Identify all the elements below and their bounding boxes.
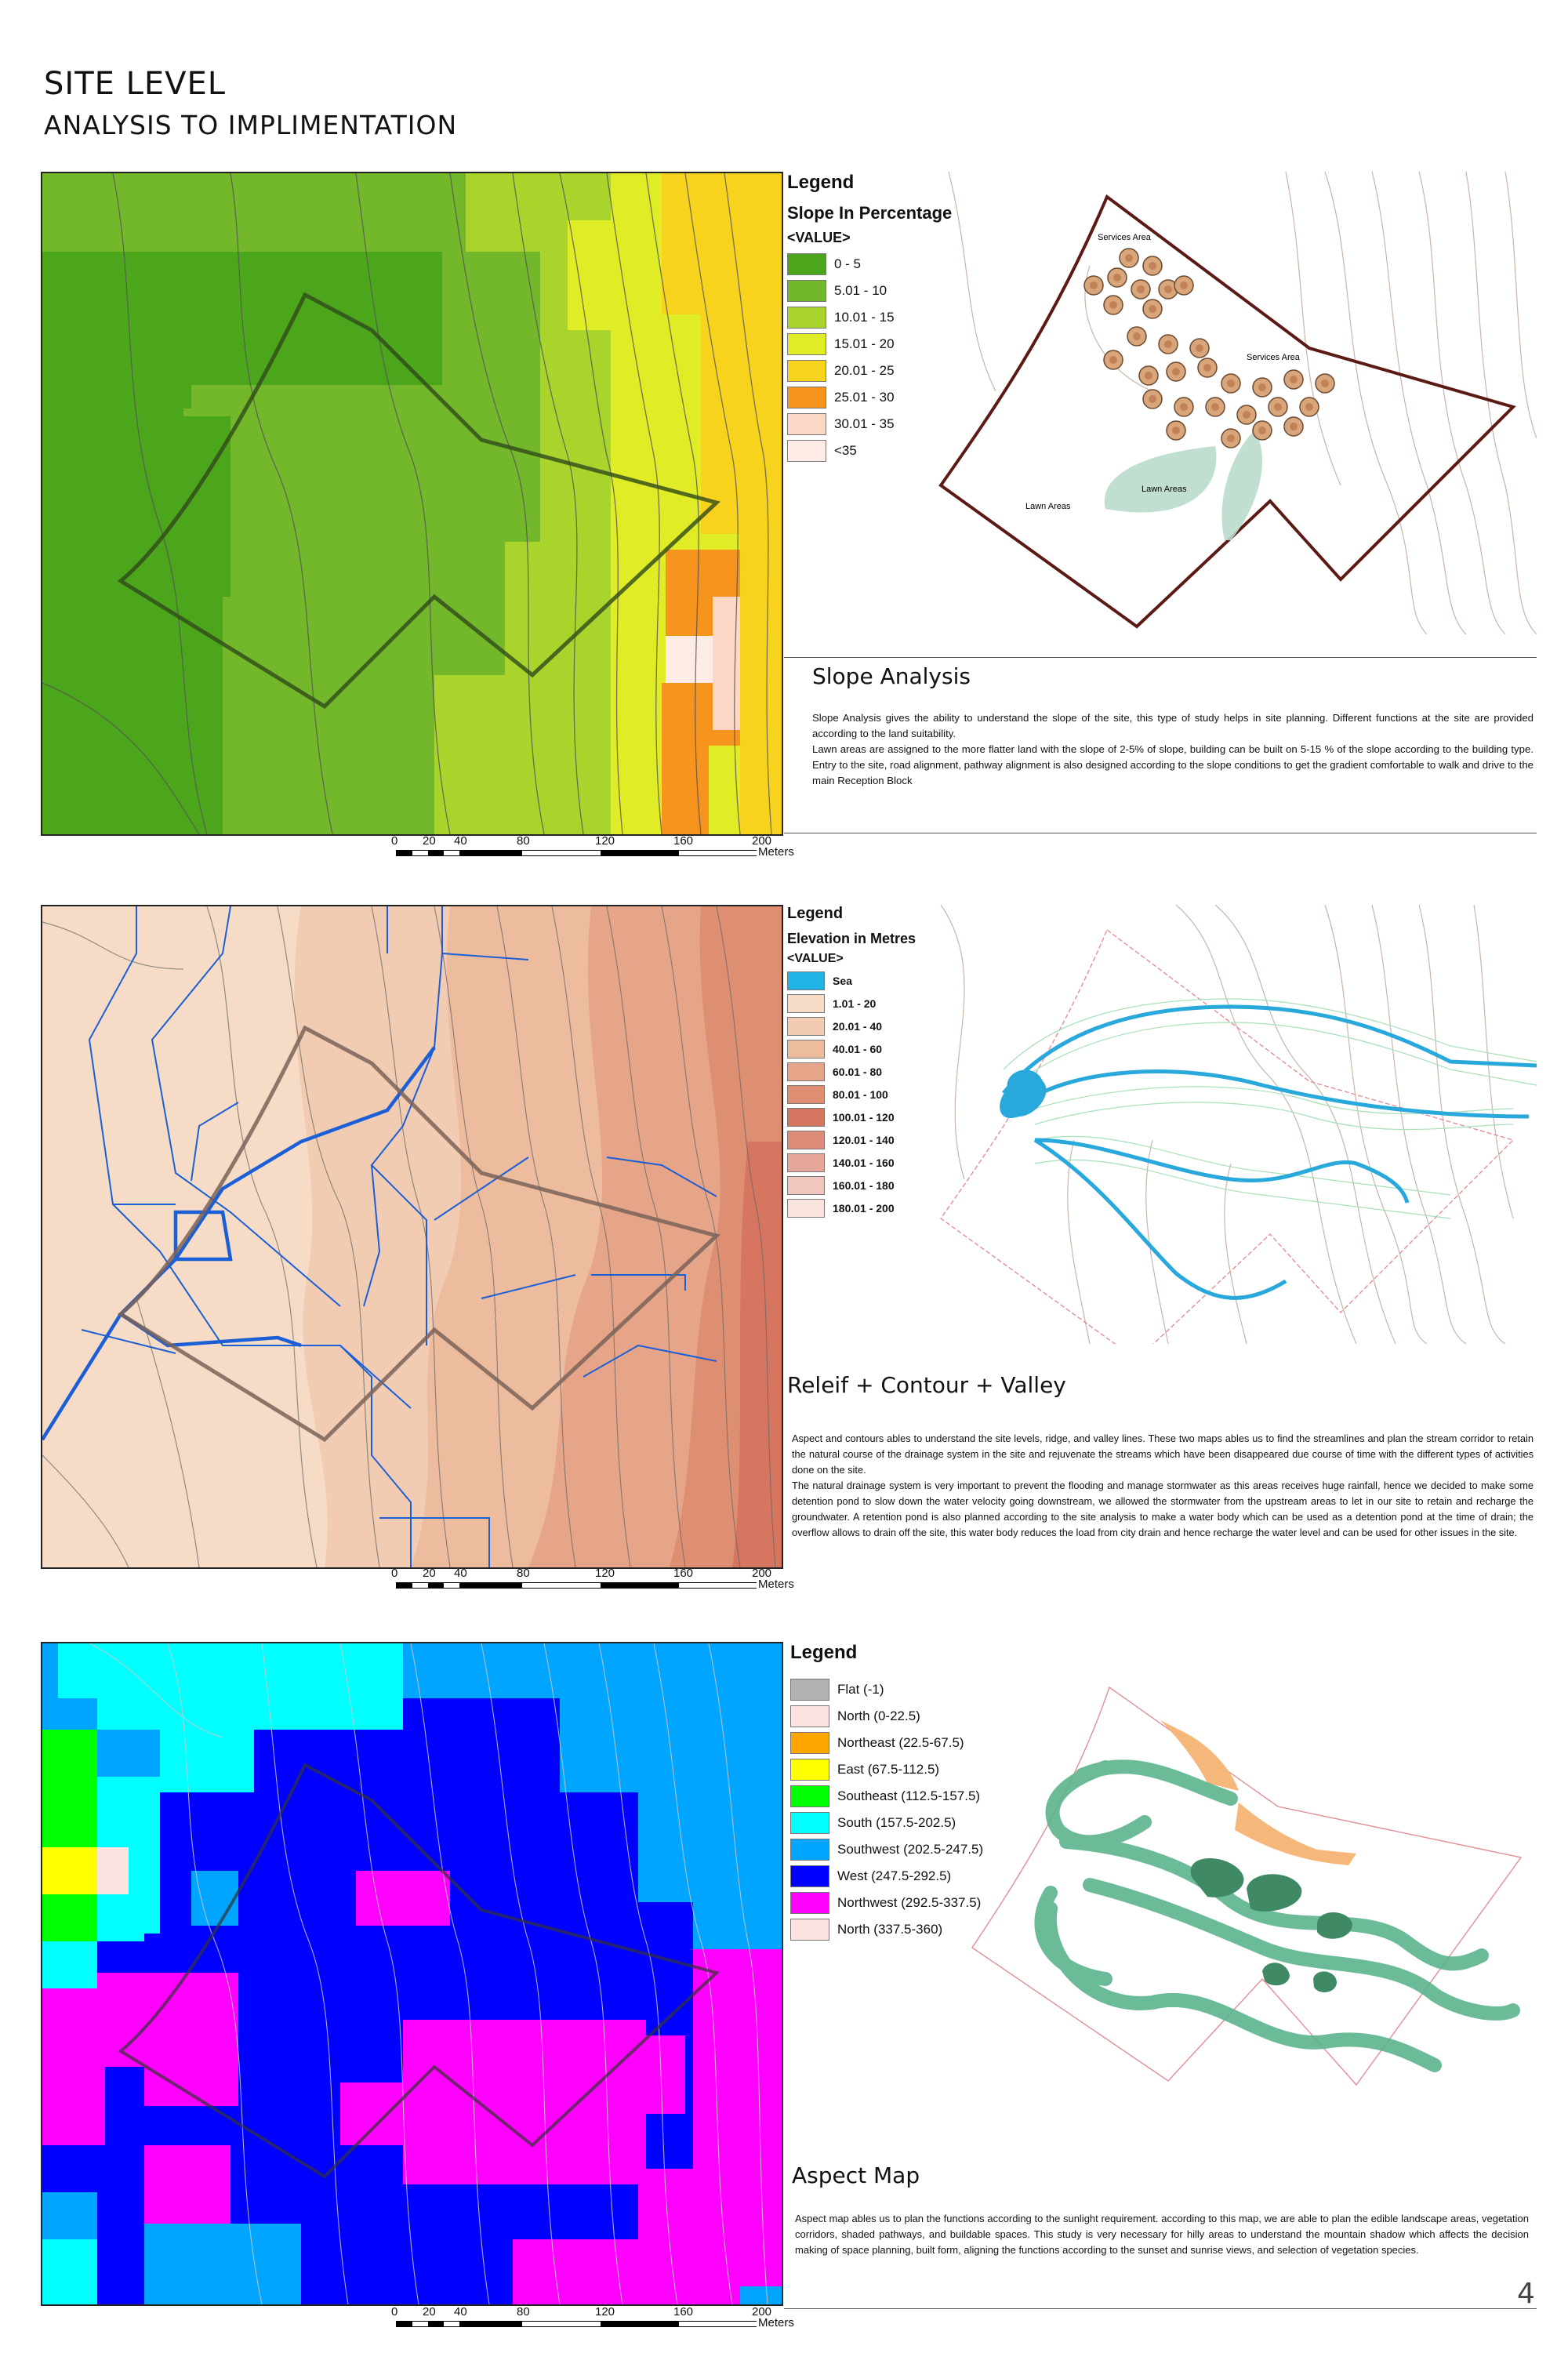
legend-swatch: [787, 1017, 825, 1036]
tree-icon: [1104, 296, 1123, 314]
legend-label: 60.01 - 80: [833, 1065, 883, 1078]
legend-label: 140.01 - 160: [833, 1156, 895, 1169]
legend-label: 25.01 - 30: [834, 390, 895, 405]
tree-icon: [1316, 374, 1334, 393]
scale-segment: [444, 851, 459, 855]
scale-bar-graphic: [396, 850, 757, 856]
section-divider: [784, 2308, 1537, 2309]
legend-swatch: [787, 253, 826, 275]
legend-swatch: [790, 1679, 829, 1701]
legend-label: West (247.5-292.5): [837, 1868, 952, 1883]
scale-tick-label: 160: [673, 834, 694, 848]
section-divider: [784, 657, 1537, 658]
scale-tick-label: 0: [391, 834, 398, 848]
scale-tick-label: 0: [391, 1567, 398, 1580]
legend-swatch: [787, 307, 826, 329]
legend-swatch: [787, 413, 826, 435]
legend-label: Southeast (112.5-157.5): [837, 1788, 981, 1803]
scale-tick-label: 160: [673, 1567, 694, 1580]
legend-swatch: [790, 1892, 829, 1914]
scale-segment: [601, 2322, 679, 2326]
legend-label: Northwest (292.5-337.5): [837, 1895, 982, 1910]
scale-unit: Meters: [758, 845, 794, 859]
legend-label: 20.01 - 25: [834, 363, 895, 378]
scale-bar-graphic: [396, 2321, 757, 2327]
scale-segment: [601, 851, 679, 855]
aspect-map-text: Aspect map ables us to plan the functions according to the sunlight requirement. according to this map, we are able to plan the edible landscape areas, vegetation corridors, shaded pathways, and buildable spaces. This study is very necessary for hilly areas to understand the mountain shadow which affects the decision making of space planning, built form, aligning the functions according to the sunset and sunrise views, and selection of vegetation species.: [795, 2213, 1529, 2256]
scale-tick-label: 20: [423, 2305, 436, 2319]
legend-label: 80.01 - 100: [833, 1088, 888, 1101]
legend-label: 0 - 5: [834, 256, 862, 271]
legend-swatch: [787, 1108, 825, 1127]
legend-swatch: [787, 994, 825, 1013]
aspect-site-plan: [949, 1673, 1537, 2097]
legend-swatch: [790, 1759, 829, 1781]
scale-segment: [397, 851, 412, 855]
legend-swatch: [787, 1131, 825, 1149]
scale-segment: [459, 851, 522, 855]
relief-text: Aspect and contours ables to understand the site levels, ridge, and valley lines. These two maps ables us to find the streamlines and plan the stream corridor to retain the natural course of the drainage system in the site and rejuvenate the streams which have been disappeared due course of time with the different types of activities done on the site. The natural drainage system is very important to prevent the flooding and manage stormwater as this areas receives huge rainfall, hence we decided to make some detention pond to slow down the water velocity going downstream, we allowed the stormwater from the upstream areas to let in our site to retain and recharge the groundwater. A retention pond is also planned according to the site analysis to make a water body which can be used as a detention pond at the time of drain; the overflow allows to drain off the site, this water body reduces the load from city drain and hence recharge the water level and can be used for other issues in the site.: [792, 1432, 1534, 1538]
scale-unit: Meters: [758, 2316, 794, 2329]
tree-icon: [1104, 350, 1123, 369]
legend-value-header: <VALUE>: [787, 230, 851, 245]
scale-segment: [522, 1583, 601, 1588]
scale-tick-label: 120: [595, 2305, 615, 2319]
legend-label: 30.01 - 35: [834, 416, 895, 431]
legend-title: Legend: [787, 905, 844, 922]
legend-subtitle: Elevation in Metres: [787, 931, 916, 946]
tree-icon: [1174, 276, 1193, 295]
legend-label: North (0-22.5): [837, 1708, 920, 1723]
legend-label: 180.01 - 200: [833, 1201, 895, 1215]
legend-swatch: [787, 971, 825, 990]
drainage-site-plan: [917, 905, 1537, 1344]
scale-segment: [679, 1583, 757, 1588]
legend-swatch: [787, 1062, 825, 1081]
scale-segment: [459, 2322, 522, 2326]
legend-label: East (67.5-112.5): [837, 1762, 940, 1777]
tree-icon: [1131, 280, 1150, 299]
scale-segment: [397, 2322, 412, 2326]
scale-segment: [601, 1583, 679, 1588]
scale-unit: Meters: [758, 1578, 794, 1591]
legend-label: North (337.5-360): [837, 1922, 943, 1937]
legend-label: Sea: [833, 974, 852, 987]
legend-label: 100.01 - 120: [833, 1110, 895, 1124]
tree-icon: [1139, 366, 1158, 385]
scale-tick-label: 80: [517, 834, 530, 848]
slope-map: [41, 172, 783, 836]
tree-icon: [1190, 339, 1209, 358]
legend-swatch: [790, 1839, 829, 1861]
legend-title: Legend: [787, 172, 855, 193]
scale-tick-label: 20: [423, 1567, 436, 1580]
legend-label: 15.01 - 20: [834, 336, 895, 351]
tree-icon: [1159, 335, 1178, 354]
tree-icon: [1174, 398, 1193, 416]
tree-icon: [1198, 358, 1217, 377]
tree-icon: [1167, 362, 1185, 381]
legend-swatch: [787, 440, 826, 462]
scale-segment: [459, 1583, 522, 1588]
scale-segment: [679, 2322, 757, 2326]
legend-label: 5.01 - 10: [834, 283, 887, 298]
scale-segment: [412, 2322, 428, 2326]
relief-map: [41, 905, 783, 1569]
tree-icon: [1284, 370, 1303, 389]
scale-tick-label: 20: [423, 834, 436, 848]
services-area-label-1: Services Area: [1098, 233, 1151, 242]
legend-title: Legend: [790, 1642, 858, 1663]
tree-icon: [1253, 378, 1272, 397]
legend-label: <35: [834, 443, 857, 458]
scale-tick-label: 200: [752, 1567, 772, 1580]
scale-segment: [428, 2322, 444, 2326]
legend-swatch: [787, 1199, 825, 1218]
scale-tick-label: 40: [454, 1567, 467, 1580]
tree-icon: [1127, 327, 1146, 346]
legend-label: South (157.5-202.5): [837, 1815, 956, 1830]
legend-swatch: [790, 1812, 829, 1834]
legend-label: Northeast (22.5-67.5): [837, 1735, 964, 1750]
scale-segment: [444, 1583, 459, 1588]
tree-icon: [1237, 405, 1256, 424]
scale-tick-label: 120: [595, 1567, 615, 1580]
scale-tick-label: 0: [391, 2305, 398, 2319]
scale-segment: [412, 851, 428, 855]
legend-label: 160.01 - 180: [833, 1178, 895, 1192]
scale-tick-label: 200: [752, 834, 772, 848]
legend-swatch: [787, 280, 826, 302]
tree-icon: [1167, 421, 1185, 440]
legend-swatch: [790, 1785, 829, 1807]
scale-segment: [397, 1583, 412, 1588]
legend-label: 1.01 - 20: [833, 997, 877, 1010]
tree-icon: [1143, 390, 1162, 409]
scale-segment: [444, 2322, 459, 2326]
slope-analysis-text: Slope Analysis gives the ability to understand the slope of the site, this type of study helps in site planning. Different functions at the site are provided according to the land suitability. Lawn areas are assigned to the more flatter land with the slope of 2-5% of slope, building can be built on 5-15 % of the slope according to the building type. Entry to the site, road alignment, pathway alignment is also designed according to the slope conditions to get the gradient comfortable to walk and drive to the main Reception Block: [812, 712, 1534, 786]
tree-icon: [1108, 268, 1127, 287]
legend-swatch: [787, 1040, 825, 1058]
aspect-map: [41, 1642, 783, 2306]
scale-segment: [428, 851, 444, 855]
scale-bar: [391, 1567, 794, 1598]
legend-subtitle: Slope In Percentage: [787, 203, 953, 223]
tree-icon: [1300, 398, 1319, 416]
scale-bar: [391, 834, 794, 866]
legend-label: 40.01 - 60: [833, 1042, 883, 1055]
legend-swatch: [787, 1085, 825, 1104]
scale-segment: [522, 851, 601, 855]
scale-tick-label: 40: [454, 834, 467, 848]
tree-icon: [1253, 421, 1272, 440]
tree-icon: [1269, 398, 1287, 416]
scale-tick-label: 40: [454, 2305, 467, 2319]
legend-swatch: [787, 333, 826, 355]
legend-swatch: [787, 360, 826, 382]
tree-icon: [1284, 417, 1303, 436]
scale-tick-label: 200: [752, 2305, 772, 2319]
legend-label: 10.01 - 15: [834, 310, 895, 325]
tree-icon: [1120, 249, 1138, 267]
services-area-label-2: Services Area: [1247, 353, 1300, 362]
scale-bar: [391, 2305, 794, 2337]
aspect-map-title: Aspect Map: [792, 2162, 920, 2188]
scale-segment: [522, 2322, 601, 2326]
tree-icon: [1221, 374, 1240, 393]
tree-icon: [1206, 398, 1225, 416]
legend-swatch: [790, 1705, 829, 1727]
scale-tick-label: 80: [517, 1567, 530, 1580]
legend-value-header: <VALUE>: [787, 952, 844, 965]
page-title: SITE LEVEL: [44, 66, 227, 102]
scale-segment: [679, 851, 757, 855]
legend-label: 120.01 - 140: [833, 1133, 895, 1146]
lawn-areas-label-1: Lawn Areas: [1025, 502, 1071, 511]
scale-segment: [412, 1583, 428, 1588]
legend-swatch: [790, 1732, 829, 1754]
legend-label: 20.01 - 40: [833, 1019, 883, 1033]
legend-swatch: [787, 1153, 825, 1172]
legend-label: Southwest (202.5-247.5): [837, 1842, 984, 1857]
legend-swatch: [787, 1176, 825, 1195]
slope-site-plan: [917, 172, 1537, 634]
lawn-areas-label-2: Lawn Areas: [1142, 485, 1187, 494]
scale-segment: [428, 1583, 444, 1588]
tree-icon: [1143, 256, 1162, 275]
relief-title: Releif + Contour + Valley: [787, 1372, 1066, 1398]
tree-icon: [1221, 429, 1240, 448]
scale-tick-label: 80: [517, 2305, 530, 2319]
legend-swatch: [790, 1865, 829, 1887]
page-number: 4: [1517, 2278, 1535, 2310]
scale-tick-label: 160: [673, 2305, 694, 2319]
page-subtitle: ANALYSIS TO IMPLIMENTATION: [44, 110, 458, 140]
tree-icon: [1084, 276, 1103, 295]
tree-icon: [1143, 300, 1162, 318]
scale-tick-label: 120: [595, 834, 615, 848]
slope-analysis-title: Slope Analysis: [812, 663, 971, 689]
legend-label: Flat (-1): [837, 1682, 884, 1697]
legend-swatch: [787, 387, 826, 409]
legend-swatch: [790, 1919, 829, 1941]
scale-bar-graphic: [396, 1582, 757, 1589]
